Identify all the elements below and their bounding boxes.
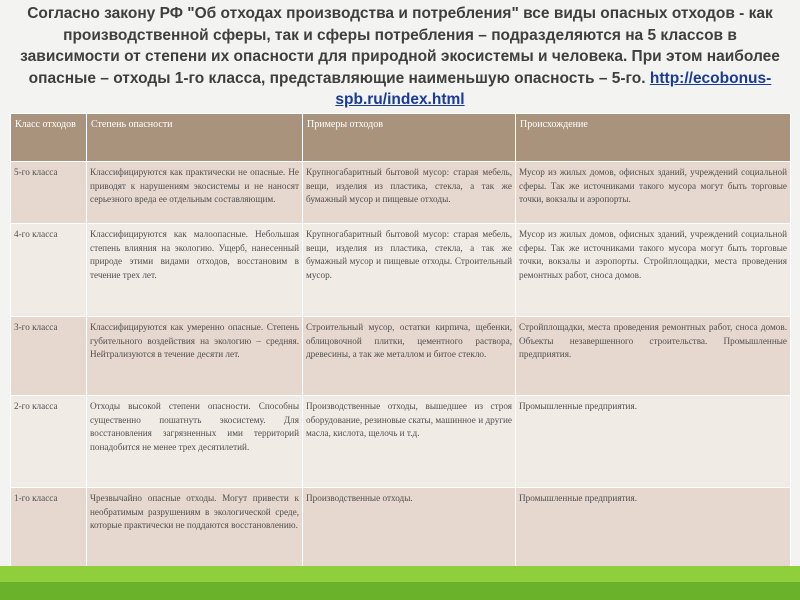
header-class: Класс отходов xyxy=(11,114,87,162)
examples-cell: Производственные отходы, вышедшее из строя оборудование, резиновые скаты, машинное и другие масла, кислота, щелочь и т.д. xyxy=(303,396,516,488)
footer-stripe-light xyxy=(0,566,800,582)
danger-cell: Классифицируются как умеренно опасные. Степень губительного воздействия на экологию – средняя. Нейтрализуются в течение десяти лет. xyxy=(87,317,303,396)
waste-classes-table xyxy=(10,113,791,574)
slide-heading xyxy=(14,0,786,112)
table-row xyxy=(11,162,791,224)
examples-cell: Строительный мусор, остатки кирпича, щебенки, облицовочной плитки, цементного раствора, древесины, а так же металлом и битое стекло. xyxy=(303,317,516,396)
footer-stripe-dark xyxy=(0,582,800,600)
origin-cell: Мусор из жилых домов, офисных зданий, учреждений социальной сферы. Так же источниками такого мусора могут быть торговые точки, вокзалы и аэропорты. xyxy=(516,162,791,224)
danger-cell: Чрезвычайно опасные отходы. Могут привести к необратимым разрушениям в экологической среде, которые практически не поддаются восстановлению. xyxy=(87,488,303,574)
class-cell: 5-го класса xyxy=(11,162,87,224)
table-header-row xyxy=(11,114,791,162)
class-cell: 4-го класса xyxy=(11,224,87,317)
class-cell: 2-го класса xyxy=(11,396,87,488)
table-row xyxy=(11,396,791,488)
table-row xyxy=(11,488,791,574)
origin-cell: Стройплощадки, места проведения ремонтных работ, сноса домов. Объекты незавершенного строительства. Промышленные предприятия. xyxy=(516,317,791,396)
examples-cell: Крупногабаритный бытовой мусор: старая мебель, вещи, изделия из пластика, стекла, а так же бумажный мусор и пищевые отходы. xyxy=(303,162,516,224)
class-cell: 1-го класса xyxy=(11,488,87,574)
class-cell: 3-го класса xyxy=(11,317,87,396)
table-row xyxy=(11,317,791,396)
origin-cell: Мусор из жилых домов, офисных зданий, учреждений социальной сферы. Так же источниками такого мусора могут быть торговые точки, вокзалы и аэропорты. Стройплощадки, места проведения ремонтных работ, сноса домов. xyxy=(516,224,791,317)
header-origin: Происхождение xyxy=(516,114,791,162)
danger-cell: Классифицируются как практически не опасные. Не приводят к нарушениям экосистемы и не наносят серьезного вреда ее отдельным составляющим. xyxy=(87,162,303,224)
table-row xyxy=(11,224,791,317)
source-link[interactable]: http://ecobonus-spb.ru/index.html xyxy=(335,69,772,108)
heading-text: Согласно закону РФ "Об отходах производства и потребления" все виды опасных отходов - как производственной сферы, так и сферы потребления – подразделяются на 5 классов в зависимости от степени их опасности для природной экосистемы и человека. При этом наиболее опасные – отходы 1-го класса, представляющие наименьшую опасность – 5-го. xyxy=(20,5,780,87)
header-danger-level: Степень опасности xyxy=(87,114,303,162)
header-examples: Примеры отходов xyxy=(303,114,516,162)
examples-cell: Крупногабаритный бытовой мусор: старая мебель, вещи, изделия из пластика, стекла, а так же бумажный мусор и пищевые отходы. Строительный мусор. xyxy=(303,224,516,317)
examples-cell: Производственные отходы. xyxy=(303,488,516,574)
origin-cell: Промышленные предприятия. xyxy=(516,396,791,488)
danger-cell: Классифицируются как малоопасные. Небольшая степень влияния на экологию. Ущерб, нанесенный природе этими видами отходов, восстановим в течение трех лет. xyxy=(87,224,303,317)
danger-cell: Отходы высокой степени опасности. Способны существенно пошатнуть экосистему. Для восстановления загрязненных ими территорий понадобится не менее трех десятилетий. xyxy=(87,396,303,488)
origin-cell: Промышленные предприятия. xyxy=(516,488,791,574)
